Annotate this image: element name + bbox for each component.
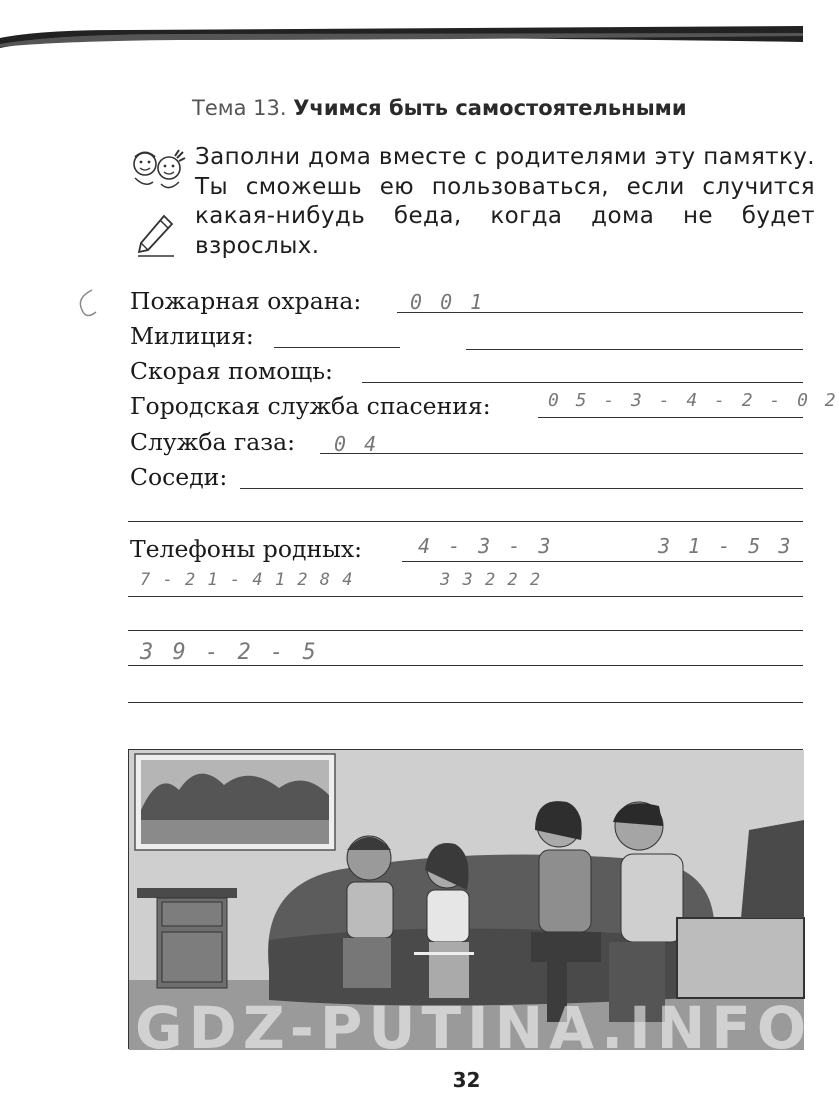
relatives-handwritten-5: 3 9 - 2 - 5 [140, 640, 319, 665]
police-label: Милиция: [130, 322, 254, 350]
children-faces-icon [127, 148, 187, 194]
neighbors-label: Соседи: [130, 463, 228, 491]
police-line-2[interactable] [466, 349, 803, 350]
theme-title [192, 96, 687, 120]
relatives-label: Телефоны родных: [130, 535, 362, 563]
page-top-strip [0, 0, 803, 48]
fire-label: Пожарная охрана: [130, 287, 362, 315]
ambulance-label: Скорая помощь: [130, 357, 333, 385]
neighbors-row [130, 461, 231, 491]
relatives-line-4[interactable] [128, 665, 803, 666]
relatives-handwritten-3: 7 - 2 1 - 4 1 2 8 4 [140, 570, 354, 590]
neighbors-line-2[interactable] [128, 521, 803, 522]
theme-name: Учимся быть самостоятельными [293, 96, 687, 120]
police-row [130, 320, 258, 350]
relatives-handwritten-1: 4 - 3 - 3 [418, 534, 554, 558]
watermark-text: GDZ-PUTINA.INFO [135, 994, 813, 1062]
relatives-line[interactable] [402, 561, 803, 562]
fire-handwritten: 0 0 1 [410, 290, 486, 314]
rescue-handwritten: 0 5 - 3 - 4 - 2 - 0 2 [548, 390, 839, 411]
pencil-icon [134, 212, 178, 260]
ambulance-row [130, 355, 337, 385]
gas-line[interactable] [320, 453, 803, 454]
instruction-text: Заполни дома вместе с родителями эту памятку. Ты сможешь ею пользоваться, если случится какая-нибудь беда, когда дома не будет взрослых. [195, 144, 815, 259]
relatives-row [130, 533, 366, 563]
gas-row [130, 426, 299, 456]
family-illustration [128, 749, 813, 1062]
theme-prefix: Тема 13. [192, 96, 287, 120]
fire-row [130, 285, 365, 315]
police-line[interactable] [274, 347, 400, 348]
wall-painting [135, 754, 335, 850]
ambulance-line[interactable] [362, 382, 803, 383]
relatives-line-3[interactable] [128, 630, 803, 631]
page-number: 32 [452, 1068, 481, 1092]
relatives-line-5[interactable] [128, 702, 803, 703]
relatives-line-2[interactable] [128, 596, 803, 597]
boy [343, 836, 393, 988]
relatives-handwritten-2: 3 1 - 5 3 [658, 534, 794, 558]
neighbors-line[interactable] [240, 488, 803, 489]
gas-handwritten: 0 4 [334, 432, 380, 456]
rescue-label: Городская служба спасения: [130, 392, 491, 420]
handwritten-mark [70, 286, 100, 322]
relatives-handwritten-4: 3 3 2 2 2 [440, 570, 542, 590]
gas-label: Служба газа: [130, 428, 296, 456]
family-scene [129, 750, 813, 1062]
rescue-row [130, 390, 495, 420]
rescue-line[interactable] [538, 417, 803, 418]
